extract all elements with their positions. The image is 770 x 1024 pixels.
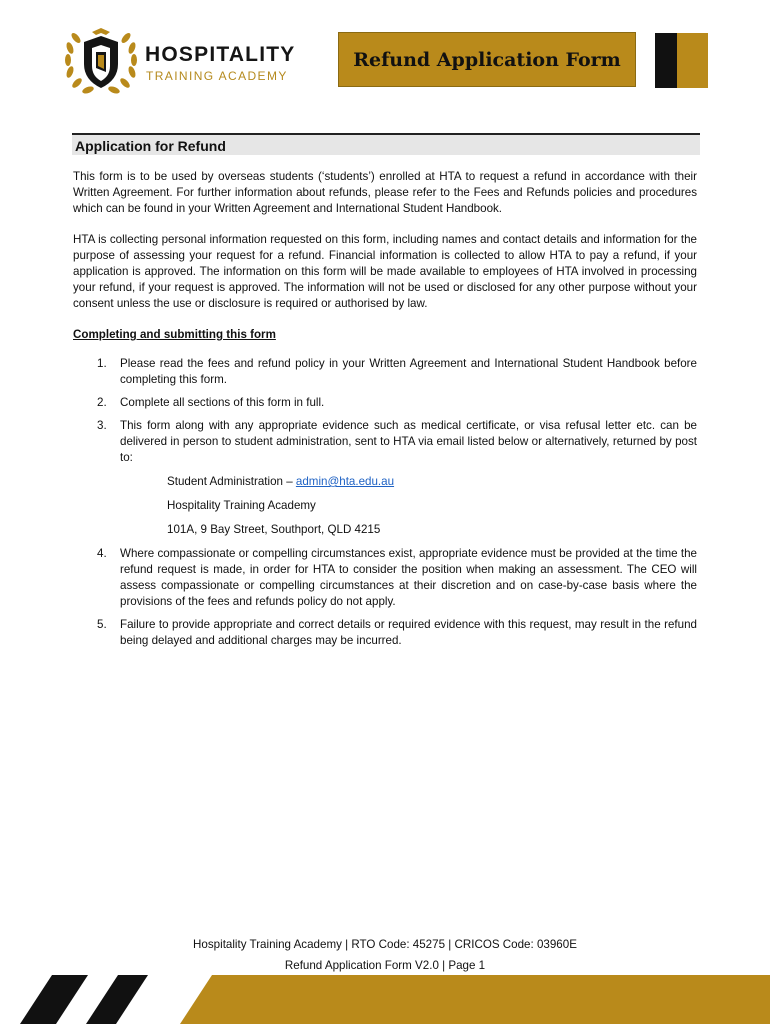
intro-paragraph: This form is to be used by overseas students (‘students’) enrolled at HTA to request a refund in accordance with their Written Agreement. For further information about refunds, please refer to the Fees and Refunds policies and procedures which can be found in your Written Agreement and International Student Handbook. (73, 170, 697, 215)
section-heading: Application for Refund (72, 133, 700, 155)
logo-title: HOSPITALITY (145, 43, 296, 66)
privacy-paragraph: HTA is collecting personal information requested on this form, including names and contact details and information for the purpose of assessing your request for a refund. Financial information is collected to allow HTA to pay a refund, if your application is approved. The information on this form will be made available to employees of HTA involved in processing your refund, if your request is approved. The information will not be used or disclosed for any other purpose without your consent unless the use or disclosure is required or authorised by law. (73, 233, 697, 310)
footer-stripes (0, 975, 770, 1024)
postal-address (120, 474, 697, 538)
admin-line: Student Administration – admin@hta.edu.au (167, 475, 395, 488)
list-item: 2. Complete all sections of this form in full. (97, 396, 325, 409)
street-address: 101A, 9 Bay Street, Southport, QLD 4215 (167, 523, 381, 536)
corner-decoration (655, 33, 708, 88)
list-item: 3. This form along with any appropriate evidence such as medical certificate, or visa refusal letter etc. can be delivered in person to student administration, sent to HTA via email listed below or alternatively, returned by post to: Student Administration – admin@hta.edu.au Hospitality Training Academy 101A, 9 Bay Street, Southport, QLD 4215 (97, 419, 697, 536)
list-item: 1. Please read the fees and refund policy in your Written Agreement and International Student Handbook before completing this form. (97, 357, 697, 386)
corner-gold-stripe (677, 33, 708, 88)
footer-page: Refund Application Form V2.0 | Page 1 (284, 959, 486, 972)
footer-codes: Hospitality Training Academy | RTO Code: 45275 | CRICOS Code: 03960E (193, 938, 577, 951)
form-title-bar (338, 32, 636, 87)
list-item: 5. Failure to provide appropriate and correct details or required evidence with this request, may result in the refund being delayed and additional charges may be incurred. (97, 618, 697, 647)
document-body (73, 169, 697, 656)
list-item: 4. Where compassionate or compelling circumstances exist, appropriate evidence must be provided at the time the refund request is made, in order for HTA to consider the position when making an assessment. The CEO will assess compassionate or compelling circumstances at their discretion and on case-by-case basis where the provisions of the fees and refunds policy do not apply. (97, 547, 697, 608)
instructions-heading: Completing and submitting this form (73, 328, 276, 341)
corner-black-stripe (655, 33, 677, 88)
instructions-list (73, 356, 697, 649)
org-name: Hospitality Training Academy (167, 499, 316, 512)
laurel-shield-icon (62, 24, 142, 98)
hta-logo (62, 24, 296, 98)
logo-subtitle: TRAINING ACADEMY (146, 69, 288, 83)
form-title: Refund Application Form (353, 48, 621, 71)
admin-email-link[interactable]: admin@hta.edu.au (295, 475, 395, 488)
